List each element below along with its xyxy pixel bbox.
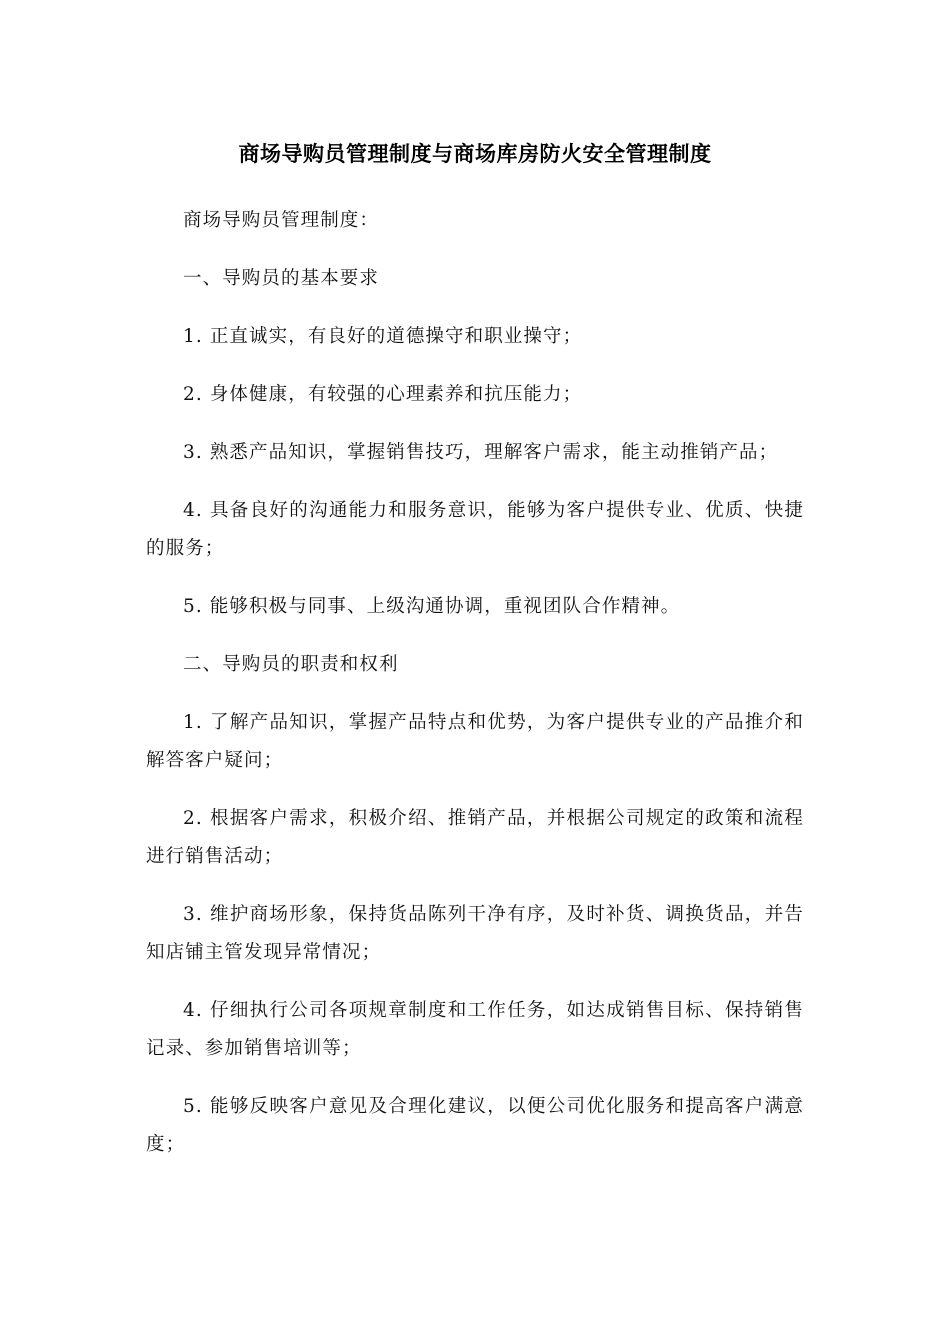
paragraph-section-heading: 商场导购员管理制度： [183, 210, 380, 231]
paragraph-requirement-2: 2. 身体健康，有较强的心理素养和抗压能力； [183, 384, 583, 405]
paragraph-requirement-1: 1. 正直诚实，有良好的道德操守和职业操守； [183, 326, 583, 347]
paragraph-requirement-3: 3. 熟悉产品知识，掌握销售技巧，理解客户需求，能主动推销产品； [183, 442, 779, 463]
document-body [146, 202, 804, 1184]
paragraph-duty-4: 4. 仔细执行公司各项规章制度和工作任务，如达成销售目标、保持销售记录、参加销售培训等； [146, 1000, 804, 1059]
paragraph-duty-1: 1. 了解产品知识，掌握产品特点和优势，为客户提供专业的产品推介和解答客户疑问； [146, 712, 804, 771]
paragraph-duty-5: 5. 能够反映客户意见及合理化建议，以便公司优化服务和提高客户满意度； [146, 1096, 804, 1155]
paragraph-requirement-5: 5. 能够积极与同事、上级沟通协调，重视团队合作精神。 [183, 596, 681, 617]
paragraph-duty-2: 2. 根据客户需求，积极介绍、推销产品，并根据公司规定的政策和流程进行销售活动； [146, 808, 804, 867]
paragraph-subheading-duties: 二、导购员的职责和权利 [183, 654, 399, 675]
paragraph-requirement-4: 4. 具备良好的沟通能力和服务意识，能够为客户提供专业、优质、快捷的服务； [146, 500, 804, 559]
paragraph-subheading-requirements: 一、导购员的基本要求 [183, 268, 380, 289]
document-title: 商场导购员管理制度与商场库房防火安全管理制度 [238, 142, 712, 166]
paragraph-duty-3: 3. 维护商场形象，保持货品陈列干净有序，及时补货、调换货品，并告知店铺主管发现异常情况； [146, 904, 804, 963]
